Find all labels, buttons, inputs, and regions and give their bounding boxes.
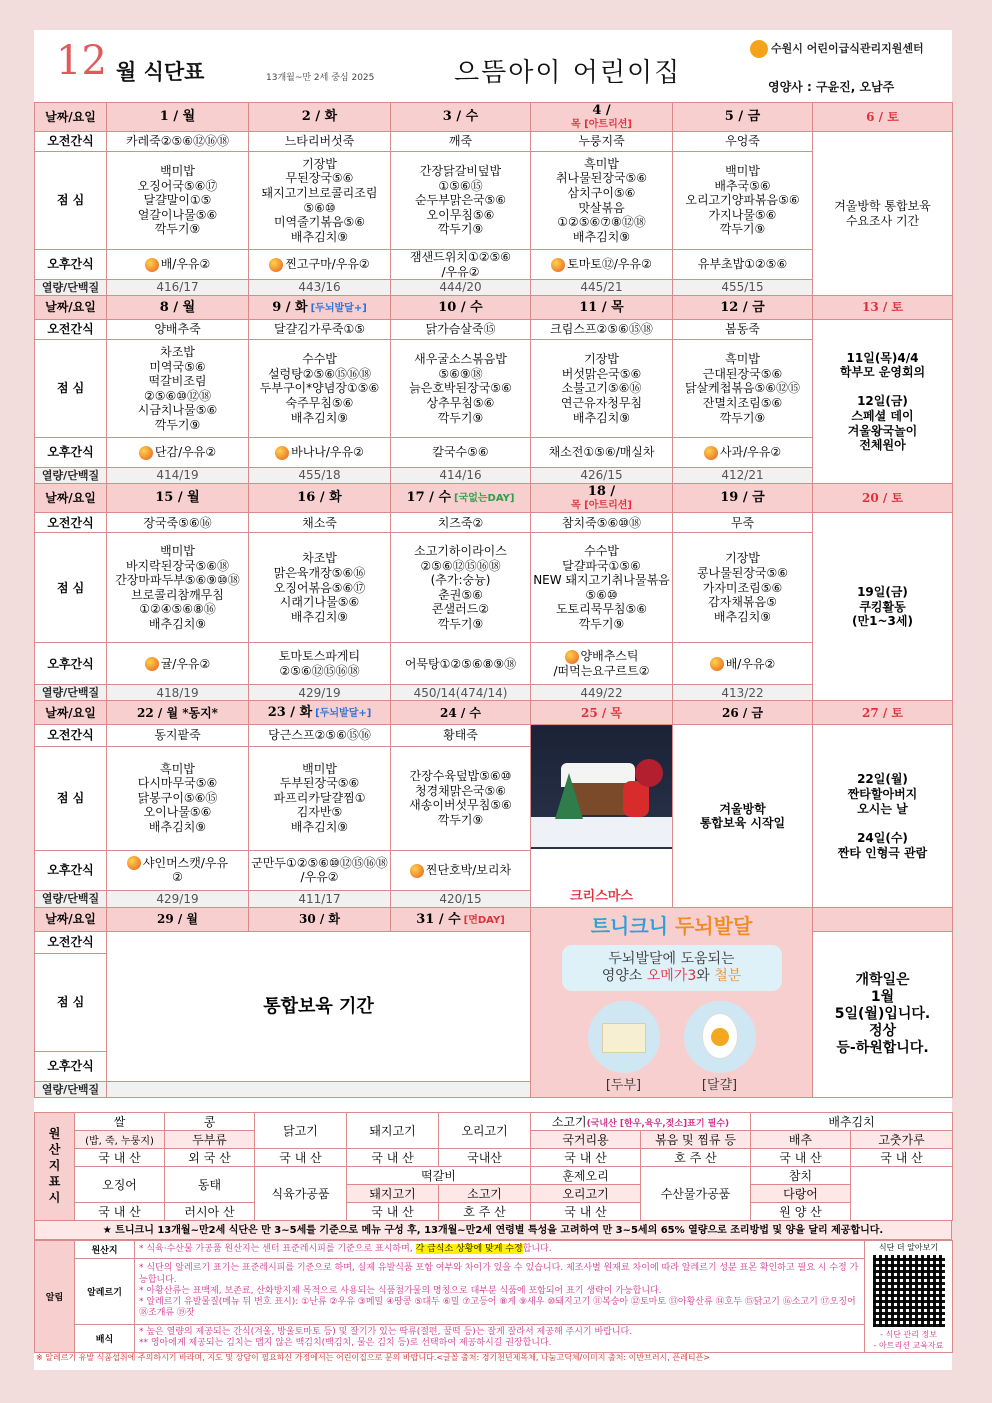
lunch-menu: 차조밥 맑은육개장⑤⑥⑯ 오징어볶음⑤⑥⑰ 시래기나물⑤⑥ 배추김치⑨ — [249, 533, 391, 643]
qr-caption-top: 식단 더 알아보기 — [878, 1242, 939, 1252]
row-label: 열량/단백질 — [35, 685, 107, 701]
tofu-block — [602, 1023, 646, 1053]
pm-snack-text: 찐고구마/우유② — [285, 257, 370, 272]
v-duck: 국내산 — [439, 1149, 531, 1167]
origin-seafood: 수산물가공품 — [641, 1167, 751, 1221]
day-name: 9 / 화 — [272, 299, 308, 315]
row-label: 날짜/요일 — [35, 484, 107, 513]
pm-snack-text: 잼샌드위치①②⑤⑥ /우유② — [410, 250, 511, 279]
origin-kimchi: 배추김치 — [751, 1113, 953, 1131]
center-name: 으뜸아이 어린이집 — [454, 58, 682, 88]
day-header — [249, 296, 391, 320]
promo-l2a: 영양소 — [601, 967, 647, 984]
saturday-header — [813, 908, 953, 932]
day-header — [531, 103, 673, 132]
kcal-protein: 420/15 — [391, 891, 531, 908]
pm-snack-text: 배/우유② — [725, 656, 776, 671]
v-beef-stir: 호 주 산 — [641, 1149, 751, 1167]
lunch-menu: 기장밥 버섯맑은국⑤⑥ 소불고기⑤⑥⑯ 연근유자청무침 배추김치⑨ — [531, 340, 673, 438]
promo-iron: 철분 — [714, 967, 742, 984]
row-label: 오후간식 — [35, 1052, 107, 1082]
origin-tuna-sub: 다랑어 — [751, 1185, 851, 1203]
row-label: 오전간식 — [35, 320, 107, 340]
origin-beef-soup: 국거리용 — [531, 1131, 641, 1149]
pm-snack — [249, 643, 391, 685]
origin-rice: 쌀 — [75, 1113, 165, 1131]
lunch-menu: 기장밥 콩나물된장국⑤⑥ 가자미조림⑤⑥ 감자채볶음⑤ 배추김치⑨ — [673, 533, 813, 643]
pm-snack-text: 단감/우유② — [154, 445, 217, 460]
v-cabbage: 국 내 산 — [751, 1149, 851, 1167]
v-pollock: 러시아 산 — [165, 1203, 255, 1221]
lunch-menu: 간장수육덮밥⑤⑥⑩ 청경채맑은국⑤⑥ 새송이버섯무침⑤⑥ 깍두기⑨ — [391, 746, 531, 850]
lunch-menu: 백미밥 바지락된장국⑤⑥⑱ 간장마파두부⑤⑥⑨⑩⑱ 브로콜리참깨무침 ①②④⑤⑥⑧⑯ 배추김치⑨ — [107, 533, 249, 643]
day-name: 2 / 화 — [301, 109, 338, 125]
pm-snack-text: 군만두①②⑤⑥⑩⑫⑮⑯⑱ /우유② — [251, 855, 388, 885]
kcal-protein: 443/16 — [249, 280, 391, 296]
row-label: 오후간식 — [35, 438, 107, 468]
origin-duck: 오리고기 — [439, 1113, 531, 1149]
pm-snack-text: 토마토스파게티 ②⑤⑥⑫⑮⑯⑱ — [278, 649, 361, 678]
pm-snack — [531, 643, 673, 685]
origin-tuna: 참치 — [751, 1167, 851, 1185]
row-label: 오전간식 — [35, 932, 107, 954]
row-label: 날짜/요일 — [35, 701, 107, 725]
lunch-menu: 수수밥 설렁탕②⑤⑥⑮⑯⑱ 두부구이*양념장①⑤⑥ 숙주무침⑤⑥ 배추김치⑨ — [249, 340, 391, 438]
day-name: 16 / 화 — [297, 490, 342, 506]
pm-snack-text: 귤/우유② — [160, 656, 211, 671]
am-snack: 황태죽 — [391, 725, 531, 746]
origin-squid: 오징어 — [75, 1167, 165, 1203]
day-name: 31 / 수 — [416, 911, 461, 927]
row-label: 날짜/요일 — [35, 908, 107, 932]
saturday-header: 13 / 토 — [813, 296, 953, 320]
day-header — [673, 484, 813, 513]
am-snack: 달걀김가루죽①⑤ — [249, 320, 391, 340]
kcal-protein: 450/14(474/14) — [391, 685, 531, 701]
saturday-header: 20 / 토 — [813, 484, 953, 513]
origin-highlight: 각 급식소 상황에 맞게 수정 — [415, 1243, 523, 1254]
row-label: 열량/단백질 — [35, 891, 107, 908]
lunch-menu: 수수밥 달걀파국①⑤⑥ NEW 돼지고기취나물볶음 ⑤⑥⑩ 도토리묵무침⑤⑥ 깍두기⑨ — [531, 533, 673, 643]
kcal-protein: 429/19 — [107, 891, 249, 908]
v-chicken: 국 내 산 — [255, 1149, 347, 1167]
day-header — [249, 701, 391, 725]
pm-snack-text: 채소전①⑤⑥/매실차 — [548, 445, 655, 460]
kcal-protein: 455/18 — [249, 468, 391, 484]
age-range: 13개월~만 2세 중심 2025 — [266, 73, 375, 83]
day-name: 5 / 금 — [724, 109, 761, 125]
v-t-beef: 호 주 산 — [439, 1203, 531, 1221]
origin-pork: 돼지고기 — [347, 1113, 439, 1149]
pm-snack — [391, 850, 531, 890]
day-tag: [두뇌발달+] — [310, 302, 367, 314]
origin-chili: 고춧가루 — [851, 1131, 953, 1149]
day-header — [107, 103, 249, 132]
qr-box[interactable] — [865, 1241, 953, 1353]
beef-note: (국내산 [한우,육우,젖소]표기 필수) — [586, 1119, 730, 1129]
allergy-note-3: * 알레르기 유발물질(메뉴 뒤 번호 표시): ①난류 ②우유 ③메밀 ④땅콩 ⑤대두 ⑥밀 ⑦고등어 ⑧게 ⑨새우 ⑩돼지고기 ⑪복숭아 ⑫토마토 ⑬아황산류 ⑭호두 ⑮닭고기 ⑯소고기 ⑰오징어 ⑱조개류 ⑲잣 — [139, 1297, 856, 1319]
day-name: 18 / — [587, 484, 616, 500]
day-tag: [면DAY] — [463, 914, 505, 926]
day-name: 19 / 금 — [720, 490, 765, 506]
support-center-name: 수원시 어린이급식관리지원센터 — [771, 42, 924, 55]
origin-s-duck: 오리고기 — [531, 1185, 641, 1203]
day-header — [107, 484, 249, 513]
pm-snack-text: 샤인머스캣/우유 ② — [142, 855, 229, 885]
fruit-icon — [551, 258, 565, 272]
day-header: 24 / 수 — [391, 701, 531, 725]
month-title: 월 식단표 — [116, 60, 205, 84]
lunch-menu: 흑미밥 근대된장국⑤⑥ 닭살케첩볶음⑤⑥⑫⑮ 잔멸치조림⑤⑥ 깍두기⑨ — [673, 340, 813, 438]
origin-tteok: 떡갈비 — [347, 1167, 531, 1185]
kcal-protein: 414/19 — [107, 468, 249, 484]
pm-snack-text: 사과/우유② — [719, 445, 782, 460]
saturday-header: 6 / 토 — [813, 103, 953, 132]
day-header: 22 / 월 *동지* — [107, 701, 249, 725]
origin-side: 원산지표시 — [35, 1113, 75, 1221]
kcal-protein: 413/22 — [673, 685, 813, 701]
am-snack: 느타리버섯죽 — [249, 132, 391, 152]
am-snack: 우엉죽 — [673, 132, 813, 152]
day-name: 10 / 수 — [438, 299, 483, 315]
day-name: 4 / — [592, 103, 611, 118]
origin-tofu: 두부류 — [165, 1131, 255, 1149]
day-tag: [두뇌발달+] — [315, 707, 372, 719]
kcal-protein: 445/21 — [531, 280, 673, 296]
day-name: 12 / 금 — [720, 299, 765, 315]
v-tofu: 외 국 산 — [165, 1149, 255, 1167]
kcal-protein: 429/19 — [249, 685, 391, 701]
saturday-note: 22일(월) 짠타할아버지 오시는 날 24일(수) 짠타 인형극 관람 — [813, 725, 953, 908]
row-label: 오전간식 — [35, 513, 107, 533]
promo-line-1: 두뇌발달에 도움되는 — [608, 950, 735, 967]
promo-line-2 — [562, 968, 782, 985]
row-label: 점 심 — [35, 954, 107, 1052]
fruit-icon — [269, 258, 283, 272]
day-header — [391, 296, 531, 320]
day-header — [249, 484, 391, 513]
pm-snack-text: 양배추스틱 /떠먹는요구르트② — [553, 649, 650, 678]
kcal-protein: 414/16 — [391, 468, 531, 484]
egg-label: [달걀] — [701, 1078, 738, 1094]
row-label: 점 심 — [35, 340, 107, 438]
day-header — [673, 296, 813, 320]
v-pork: 국 내 산 — [347, 1149, 439, 1167]
row-label: 점 심 — [35, 533, 107, 643]
fruit-icon — [145, 258, 159, 272]
am-snack: 깨죽 — [391, 132, 531, 152]
origin-cabbage: 배추 — [751, 1131, 851, 1149]
pm-snack — [107, 850, 249, 890]
header — [34, 30, 952, 100]
pm-snack — [249, 850, 391, 890]
pm-snack — [249, 438, 391, 468]
v-chili: 국 내 산 — [851, 1149, 953, 1167]
day-header — [391, 103, 531, 132]
lunch-menu: 백미밥 배추국⑤⑥ 오리고기양파볶음⑤⑥ 가지나물⑤⑥ 깍두기⑨ — [673, 152, 813, 250]
promo-l2c: 와 — [696, 967, 715, 984]
lunch-menu: 새우굴소스볶음밥 ⑤⑥⑨⑱ 늙은호박된장국⑤⑥ 상추무침⑤⑥ 깍두기⑨ — [391, 340, 531, 438]
integrated-care-period: 통합보육 기간 — [107, 932, 531, 1082]
brain-promo — [531, 908, 813, 1098]
lunch-menu: 백미밥 두부된장국⑤⑥ 파프리카달걀찜① 김자반⑤ 배추김치⑨ — [249, 746, 391, 850]
origin-beef — [531, 1113, 751, 1131]
am-snack: 무죽 — [673, 513, 813, 533]
row-label: 점 심 — [35, 152, 107, 250]
kcal-protein: 426/15 — [531, 468, 673, 484]
lunch-menu: 백미밥 오징어국⑤⑥⑰ 달걀말이①⑤ 얼갈이나물⑤⑥ 깍두기⑨ — [107, 152, 249, 250]
am-snack: 채소죽 — [249, 513, 391, 533]
lunch-menu: 기장밥 무된장국⑤⑥ 돼지고기브로콜리조림 ⑤⑥⑩ 미역줄기볶음⑤⑥ 배추김치⑨ — [249, 152, 391, 250]
kcal-protein: 444/20 — [391, 280, 531, 296]
lunch-menu: 흑미밥 다시마무국⑤⑥ 닭봉구이⑤⑥⑮ 오이나물⑤⑥ 배추김치⑨ — [107, 746, 249, 850]
pm-snack — [673, 643, 813, 685]
pm-snack — [391, 438, 531, 468]
am-snack: 치즈죽② — [391, 513, 531, 533]
fruit-icon — [410, 864, 424, 878]
am-snack: 참치죽⑤⑥⑩⑱ — [531, 513, 673, 533]
pm-snack-text: 어묵탕①②⑤⑥⑧⑨⑱ — [404, 656, 517, 671]
tofu-icon — [588, 1001, 660, 1073]
fruit-icon — [565, 650, 579, 664]
pm-snack — [391, 250, 531, 280]
fruit-icon — [704, 446, 718, 460]
tree-icon — [555, 773, 583, 819]
day-name: 1 / 월 — [159, 109, 196, 125]
row-label: 오후간식 — [35, 643, 107, 685]
day-header: 29 / 월 — [107, 908, 249, 932]
alert-allergy-key: 알레르기 — [75, 1259, 135, 1325]
kcal-protein: 455/15 — [673, 280, 813, 296]
pm-snack — [531, 250, 673, 280]
menu-page — [34, 30, 952, 1370]
pm-snack — [107, 438, 249, 468]
santa-icon — [623, 781, 649, 817]
pm-snack — [673, 250, 813, 280]
kcal-protein: 416/17 — [107, 280, 249, 296]
row-label: 열량/단백질 — [35, 280, 107, 296]
promo-title-2: 두뇌발달 — [674, 914, 753, 939]
saturday-note: 11일(목)4/4 학부모 운영회의 12일(금) 스페셜 데이 겨울왕국놀이 전체원아 — [813, 320, 953, 484]
pm-snack-text: 토마토⑫/우유② — [567, 257, 652, 272]
christmas-scene — [531, 725, 672, 849]
row-label: 오전간식 — [35, 132, 107, 152]
day-header — [673, 103, 813, 132]
v-rice: 국 내 산 — [75, 1149, 165, 1167]
saturday-header: 27 / 토 — [813, 701, 953, 725]
v-tuna: 원 양 산 — [751, 1203, 851, 1221]
lunch-menu: 간장닭갈비덮밥 ①⑤⑥⑮ 순두부맑은국⑤⑥ 오이무침⑤⑥ 깍두기⑨ — [391, 152, 531, 250]
allergy-note-1: * 식단의 알레르기 표기는 표준레시피를 기준으로 하며, 실제 유발식품 포함 여부와 차이가 있을 수 있습니다. 제조사별 원재료 차이에 따라 알레르기 성분 표몬 확인하고 필요 시 수정 가능합니다. — [139, 1263, 859, 1285]
lunch-menu: 소고기하이라이스 ②⑤⑥⑫⑮⑯⑱ (추가:숭늉) 춘권⑤⑥ 콘샐러드② 깍두기⑨ — [391, 533, 531, 643]
day-header: 30 / 화 — [249, 908, 391, 932]
promo-omega: 오메가3 — [646, 967, 697, 984]
day-name: 15 / 월 — [155, 490, 200, 506]
day-name: 3 / 수 — [442, 109, 479, 125]
kcal-protein: 411/17 — [249, 891, 391, 908]
alert-delivery-key: 배식 — [75, 1325, 135, 1353]
menu-table — [34, 102, 953, 1098]
sack-icon — [635, 759, 663, 787]
day-header — [531, 484, 673, 513]
origin-rice-sub: (밥, 죽, 누룽지) — [75, 1131, 165, 1149]
day-header: 25 / 목 — [531, 701, 673, 725]
pm-snack-text: 바나나/우유② — [291, 445, 364, 460]
day-header — [107, 296, 249, 320]
qr-code-icon[interactable] — [873, 1255, 945, 1327]
fruit-icon — [139, 446, 153, 460]
kcal-protein: 449/22 — [531, 685, 673, 701]
v-t-pork: 국 내 산 — [347, 1203, 439, 1221]
origin-note-end: 합니다. — [522, 1243, 552, 1254]
christmas-label: 크리스마스 — [531, 849, 672, 907]
month-number: 12 — [56, 38, 107, 84]
day-name: 17 / 수 — [406, 490, 451, 506]
smile-logo-icon — [750, 40, 768, 58]
am-snack: 장국죽⑤⑥⑯ — [107, 513, 249, 533]
row-label: 날짜/요일 — [35, 103, 107, 132]
allergy-note-2: * 아황산류는 표백제, 보존료, 산화방지제 목적으로 사용되는 식품첨가물의 명칭으로 대부분 식품에 포함되어 표기 생략이 가능합니다. — [139, 1285, 662, 1296]
lunch-menu: 흑미밥 취나물된장국⑤⑥ 삼치구이⑤⑥ 맛살볶음 ①②⑤⑥⑦⑧⑫⑱ 배추김치⑨ — [531, 152, 673, 250]
pm-snack-text: 유부초밥①②⑤⑥ — [697, 257, 788, 272]
dietitian: 영양사 : 구윤진, 오남주 — [768, 80, 895, 94]
row-label: 날짜/요일 — [35, 296, 107, 320]
am-snack: 크림스프②⑤⑥⑮⑱ — [531, 320, 673, 340]
day-tag: 목 [아트리션] — [571, 500, 632, 512]
beef-label: 소고기 — [551, 1115, 587, 1129]
row-label: 점 심 — [35, 746, 107, 850]
day-header — [391, 484, 531, 513]
row-label: 오후간식 — [35, 850, 107, 890]
day-name: 8 / 월 — [159, 299, 196, 315]
alert-origin-text — [135, 1241, 865, 1259]
origin-t-beef: 소고기 — [439, 1185, 531, 1203]
saturday-note: 겨울방학 통합보육 수요조사 기간 — [813, 132, 953, 296]
day-header — [249, 103, 391, 132]
row-label: 오전간식 — [35, 725, 107, 746]
day-header — [531, 296, 673, 320]
delivery-note-2: ** 영아에게 제공되는 김치는 맵지 않은 백김치(백김치, 물은 김치 등)로 선택하여 제공하시길 권장합니다. — [139, 1338, 552, 1349]
alert-side: 알림 — [35, 1241, 75, 1353]
origin-pollock: 동태 — [165, 1167, 255, 1203]
footer-note: ※ 알레르기 유발 식품섭취에 주의하시기 바라며, 지도 및 상담이 필요하신 가정에서는 어린이집으로 문의 바랍니다.<글꼴 출처: 경기천년제목체, 나눔고딕체/이미지 출처: 이반브러시, 픈레티픈> — [36, 1353, 711, 1362]
am-snack: 당근스프②⑤⑥⑮⑯ — [249, 725, 391, 746]
qr-caption-bottom: - 식단 관리 정보 - 아트리션 교육자료 — [873, 1329, 944, 1350]
kcal-empty — [107, 1082, 531, 1098]
fruit-icon — [275, 446, 289, 460]
row-label: 열량/단백질 — [35, 1082, 107, 1098]
lunch-menu: 차조밥 미역국⑤⑥ 떡갈비조림 ②⑤⑥⑩⑫⑱ 시금치나물⑤⑥ 깍두기⑨ — [107, 340, 249, 438]
v-s-duck: 국 내 산 — [531, 1203, 641, 1221]
v-beef-soup: 국 내 산 — [531, 1149, 641, 1167]
egg-icon — [684, 1001, 756, 1073]
am-snack: 카레죽②⑤⑥⑫⑯⑱ — [107, 132, 249, 152]
alert-table — [34, 1240, 953, 1353]
promo-box — [562, 945, 782, 991]
pm-snack — [107, 250, 249, 280]
origin-smoked: 훈제오리 — [531, 1167, 641, 1185]
origin-bean: 콩 — [165, 1113, 255, 1131]
pm-snack-text: 배/우유② — [160, 257, 211, 272]
v-squid: 국 내 산 — [75, 1203, 165, 1221]
day-name: 23 / 화 — [267, 704, 313, 720]
snow-icon — [531, 817, 672, 847]
alert-origin-key: 원산지 — [75, 1241, 135, 1259]
age-notice: ★ 트니크니 13개월~만2세 식단은 만 3~5세를 기준으로 메뉴 구성 후, 13개월~만2세 연령별 특성을 고려하여 만 3~5세의 65% 열량으로 조리방법 및 양을 달리 제공합니다. — [34, 1220, 952, 1240]
pm-snack — [249, 250, 391, 280]
support-center — [750, 40, 924, 58]
egg-yolk — [711, 1028, 729, 1046]
origin-note: * 식육·수산물 가공품 원산지는 센터 표준레시피를 기준으로 표시하며, — [139, 1243, 413, 1254]
origin-empty — [851, 1167, 953, 1221]
food-labels — [531, 1078, 812, 1094]
pm-snack — [391, 643, 531, 685]
day-header: 26 / 금 — [673, 701, 813, 725]
tofu-label: [두부] — [605, 1078, 642, 1094]
promo-title-1: 트니크니 — [590, 914, 675, 939]
christmas-image — [531, 725, 673, 908]
day-name: 11 / 목 — [579, 299, 624, 315]
pm-snack — [107, 643, 249, 685]
fruit-icon — [710, 657, 724, 671]
am-snack: 봄동죽 — [673, 320, 813, 340]
pm-snack-text: 칼국수⑤⑥ — [432, 445, 489, 460]
fruit-icon — [127, 856, 141, 870]
origin-processed: 식육가공품 — [255, 1167, 347, 1221]
am-snack: 누룽지죽 — [531, 132, 673, 152]
origin-table — [34, 1112, 953, 1221]
saturday-note: 19일(금) 쿠킹활동 (만1~3세) — [813, 513, 953, 701]
day-header — [391, 908, 531, 932]
day-tag: [국없는DAY] — [454, 493, 515, 505]
delivery-note-1: * 높은 열량의 제공되는 간식(겨울, 방울토마토 등) 및 잘기가 있는 딱류(절편, 꿀떡 등)는 잘게 잘라서 제공해 주시기 바랍니다. — [139, 1327, 633, 1337]
alert-delivery-text — [135, 1325, 865, 1353]
origin-t-pork: 돼지고기 — [347, 1185, 439, 1203]
row-label: 오후간식 — [35, 250, 107, 280]
kcal-protein: 418/19 — [107, 685, 249, 701]
winter-break-note: 겨울방학 통합보육 시작일 — [673, 725, 813, 908]
am-snack: 동지팥죽 — [107, 725, 249, 746]
origin-beef-stir: 볶음 및 찜류 등 — [641, 1131, 751, 1149]
pm-snack-text: 찐단호박/보리차 — [425, 863, 512, 878]
promo-title — [531, 914, 812, 938]
pm-snack — [531, 438, 673, 468]
row-label: 열량/단백질 — [35, 468, 107, 484]
am-snack: 양배추죽 — [107, 320, 249, 340]
pm-snack — [673, 438, 813, 468]
day-tag: 목 [아트리션] — [571, 118, 632, 130]
school-start-note: 개학일은 1월 5일(월)입니다. 정상 등-하원합니다. — [813, 932, 953, 1098]
kcal-protein: 412/21 — [673, 468, 813, 484]
fruit-icon — [145, 657, 159, 671]
origin-chicken: 닭고기 — [255, 1113, 347, 1149]
alert-allergy-text — [135, 1259, 865, 1325]
am-snack: 닭가슴살죽⑮ — [391, 320, 531, 340]
